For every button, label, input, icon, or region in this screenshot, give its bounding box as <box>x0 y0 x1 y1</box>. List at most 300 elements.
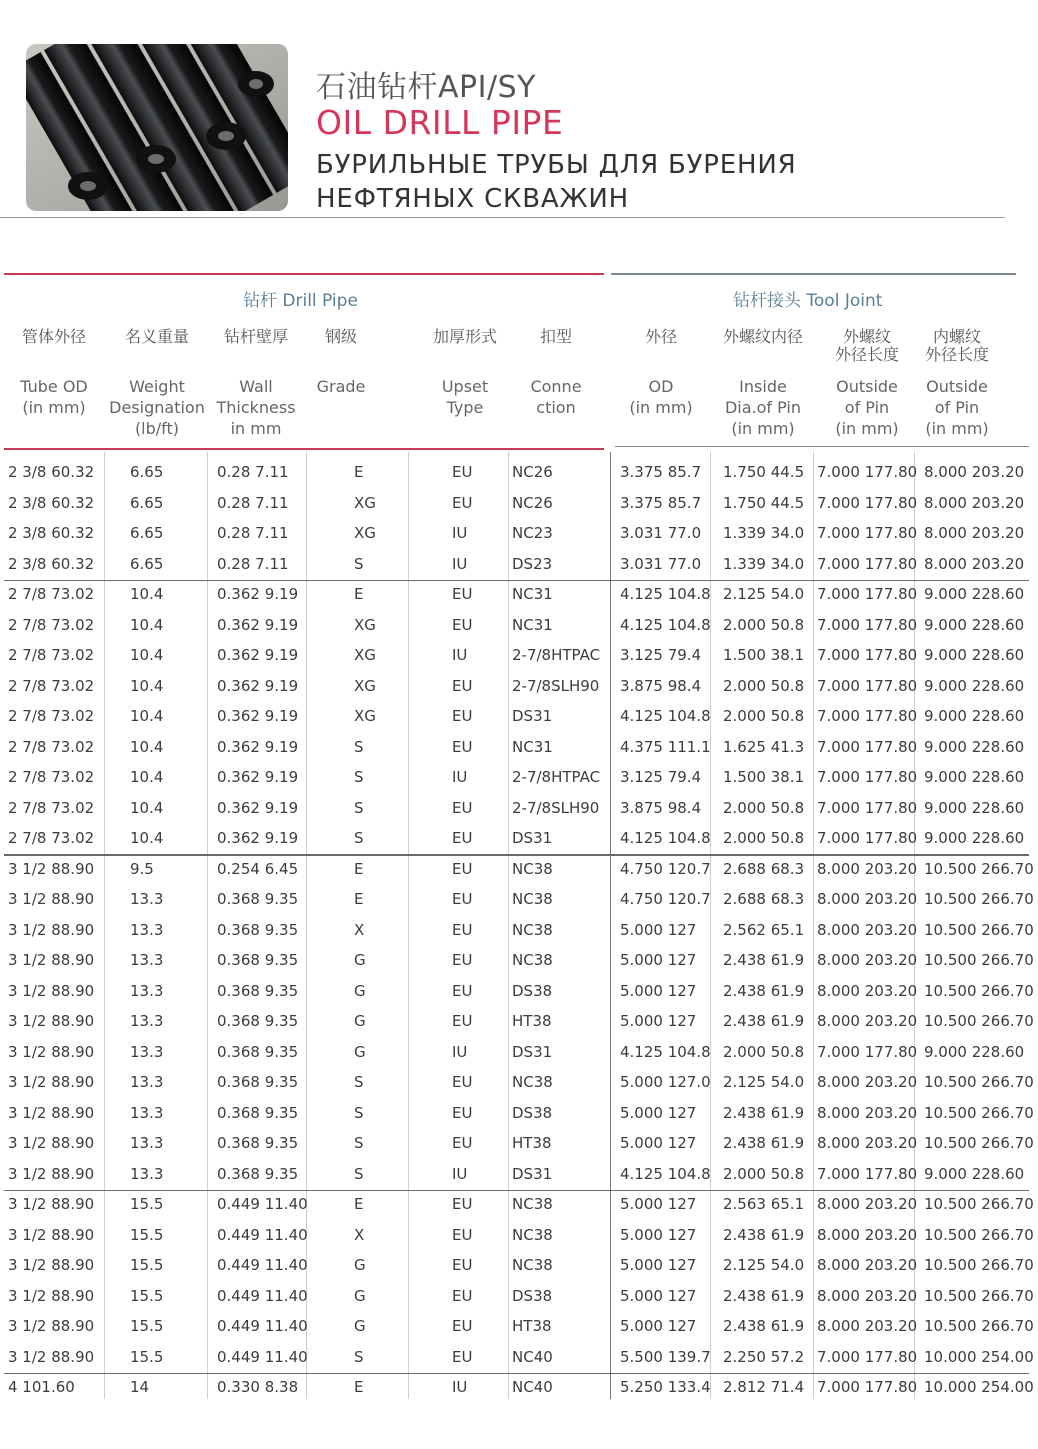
table-cell: 0.449 11.40 <box>217 1256 308 1274</box>
table-cell: 8.000 203.20 <box>817 1012 918 1030</box>
table-cell: E <box>354 890 364 908</box>
table-cell: 2.125 54.0 <box>723 1256 805 1274</box>
table-cell: 7.000 177.80 <box>817 1042 918 1061</box>
column-header-cn-line: 加厚形式 <box>432 327 497 346</box>
table-cell: 15.5 <box>130 1347 164 1366</box>
column-header-en-10 <box>902 376 1012 439</box>
column-header-en-line: of Pin <box>844 398 890 417</box>
table-cell: 3 1/2 88.90 <box>8 1347 95 1366</box>
table-cell: 8.000 203.20 <box>924 493 1025 512</box>
table-cell: 2.000 50.8 <box>723 615 805 634</box>
column-header-cn-line: 管体外径 <box>21 327 86 346</box>
table-cell: 9.000 228.60 <box>924 1042 1025 1061</box>
table-cell: 10.4 <box>130 585 164 603</box>
table-cell: 3 1/2 88.90 <box>8 1042 95 1061</box>
table-cell: 5.000 127.0 <box>620 1073 711 1091</box>
table-cell: 1.339 34.0 <box>723 524 805 542</box>
section-title-tool-joint: 钻杆接头 Tool Joint <box>733 291 883 311</box>
table-cell: XG <box>354 615 376 634</box>
table-cell: S <box>354 1134 364 1152</box>
table-cell: 8.000 203.20 <box>817 1195 918 1213</box>
table-cell: 4.125 104.8 <box>620 615 711 634</box>
table-cell: IU <box>452 1042 468 1061</box>
table-cell: 9.000 228.60 <box>924 1164 1025 1183</box>
table-cell: 2.000 50.8 <box>723 829 805 847</box>
table-row <box>0 824 1038 855</box>
table-cell: 8.000 203.20 <box>817 890 918 908</box>
table-cell: S <box>354 798 364 817</box>
table-cell: 8.000 203.20 <box>817 1256 918 1274</box>
table-cell: 7.000 177.80 <box>817 493 918 512</box>
table-cell: 7.000 177.80 <box>817 768 918 786</box>
column-header-en-line: Tube OD <box>20 377 88 396</box>
table-cell: 0.362 9.19 <box>217 798 299 817</box>
table-cell: EU <box>452 1195 473 1213</box>
column-header-en-line: Thickness <box>216 398 296 417</box>
table-cell: 7.000 177.80 <box>817 554 918 573</box>
table-row <box>0 1007 1038 1038</box>
table-cell: 0.368 9.35 <box>217 890 299 908</box>
drill-pipe-header-rule <box>4 448 604 450</box>
table-cell: EU <box>452 1286 473 1305</box>
table-cell: E <box>354 859 364 878</box>
table-cell: IU <box>452 554 468 573</box>
table-cell: 3 1/2 88.90 <box>8 1317 95 1335</box>
table-cell: 2-7/8SLH90 <box>512 676 600 695</box>
table-cell: 9.5 <box>130 859 154 878</box>
table-cell: 8.000 203.20 <box>817 859 918 878</box>
table-cell: DS38 <box>512 1286 553 1305</box>
column-header-cn-10 <box>902 328 1012 364</box>
column-header-en-line: Outside <box>926 377 988 396</box>
table-cell: NC40 <box>512 1378 553 1396</box>
table-cell: 0.368 9.35 <box>217 981 299 1000</box>
table-cell: 3 1/2 88.90 <box>8 1195 95 1213</box>
table-cell: 2.000 50.8 <box>723 1164 805 1183</box>
table-cell: 2 3/8 60.32 <box>8 524 95 542</box>
column-header-en-line: Outside <box>836 377 898 396</box>
table-cell: 10.500 266.70 <box>924 1225 1034 1244</box>
table-cell: 7.000 177.80 <box>817 1164 918 1183</box>
table-cell: EU <box>452 829 473 847</box>
table-cell: 3.875 98.4 <box>620 798 702 817</box>
table-cell: NC38 <box>512 1256 553 1274</box>
table-cell: DS38 <box>512 981 553 1000</box>
table-row <box>0 702 1038 733</box>
table-cell: HT38 <box>512 1012 552 1030</box>
table-cell: 10.000 254.00 <box>924 1347 1034 1366</box>
table-cell: 3.375 85.7 <box>620 463 702 481</box>
table-cell: 3.031 77.0 <box>620 524 702 542</box>
table-cell: 10.000 254.00 <box>924 1378 1034 1396</box>
table-cell: 8.000 203.20 <box>924 524 1025 542</box>
table-cell: EU <box>452 707 473 725</box>
table-cell: 9.000 228.60 <box>924 829 1025 847</box>
table-cell: 5.000 127 <box>620 981 697 1000</box>
table-cell: 3 1/2 88.90 <box>8 1256 95 1274</box>
column-header-en-line: ction <box>536 398 576 417</box>
column-header-cn-line: 钻杆壁厚 <box>223 327 288 346</box>
table-cell: 5.000 127 <box>620 1225 697 1244</box>
table-cell: 2 3/8 60.32 <box>8 463 95 481</box>
table-cell: 3 1/2 88.90 <box>8 1134 95 1152</box>
table-cell: G <box>354 1042 366 1061</box>
table-row <box>0 641 1038 672</box>
table-cell: S <box>354 1103 364 1122</box>
table-cell: 8.000 203.20 <box>924 463 1025 481</box>
table-cell: 2.000 50.8 <box>723 676 805 695</box>
table-row <box>0 763 1038 794</box>
table-cell: 1.500 38.1 <box>723 768 805 786</box>
column-header-en-line: Dia.of Pin <box>724 398 802 417</box>
table-cell: EU <box>452 951 473 969</box>
table-cell: EU <box>452 585 473 603</box>
table-row <box>0 672 1038 703</box>
table-cell: 0.362 9.19 <box>217 646 299 664</box>
table-cell: XG <box>354 493 376 512</box>
table-cell: 5.000 127 <box>620 1195 697 1213</box>
column-header-en-line: (in mm) <box>629 398 693 417</box>
column-header-en-line: (lb/ft) <box>134 419 180 438</box>
table-cell: 13.3 <box>130 920 164 939</box>
table-cell: 8.000 203.20 <box>817 1286 918 1305</box>
table-cell: 15.5 <box>130 1225 164 1244</box>
table-cell: 4.375 111.1 <box>620 737 711 756</box>
table-cell: NC31 <box>512 737 553 756</box>
drill-pipe-image <box>26 44 288 211</box>
table-cell: 2.562 65.1 <box>723 920 805 939</box>
table-cell: 0.362 9.19 <box>217 585 299 603</box>
column-header-cn-4 <box>286 328 396 346</box>
table-cell: 15.5 <box>130 1195 164 1213</box>
column-header-en-2 <box>102 376 212 439</box>
table-cell: 3 1/2 88.90 <box>8 981 95 1000</box>
table-cell: 9.000 228.60 <box>924 615 1025 634</box>
table-cell: NC38 <box>512 1225 553 1244</box>
table-cell: 6.65 <box>130 524 164 542</box>
table-cell: 5.000 127 <box>620 1286 697 1305</box>
table-cell: 2.438 61.9 <box>723 1317 805 1335</box>
table-cell: 10.4 <box>130 615 164 634</box>
column-header-cn-line: 内螺纹 <box>932 327 981 346</box>
table-cell: 15.5 <box>130 1317 164 1335</box>
table-cell: 5.000 127 <box>620 1317 697 1335</box>
table-cell: S <box>354 829 364 847</box>
table-cell: IU <box>452 524 468 542</box>
table-cell: 13.3 <box>130 951 164 969</box>
column-header-en-1 <box>0 376 109 418</box>
table-cell: 8.000 203.20 <box>817 951 918 969</box>
table-cell: 2.688 68.3 <box>723 859 805 878</box>
table-cell: 2.438 61.9 <box>723 951 805 969</box>
table-cell: E <box>354 1378 364 1396</box>
header-divider <box>0 217 1005 218</box>
table-cell: 7.000 177.80 <box>817 646 918 664</box>
table-cell: 2.438 61.9 <box>723 1012 805 1030</box>
table-cell: 0.362 9.19 <box>217 615 299 634</box>
table-cell: 7.000 177.80 <box>817 585 918 603</box>
table-cell: XG <box>354 646 376 664</box>
table-cell: NC40 <box>512 1347 553 1366</box>
table-cell: EU <box>452 798 473 817</box>
table-cell: 2 7/8 73.02 <box>8 768 95 786</box>
table-cell: 3.875 98.4 <box>620 676 702 695</box>
table-cell: 1.500 38.1 <box>723 646 805 664</box>
table-cell: 7.000 177.80 <box>817 798 918 817</box>
table-cell: X <box>354 1225 365 1244</box>
table-cell: 1.750 44.5 <box>723 493 805 512</box>
table-row <box>0 1190 1038 1221</box>
table-row <box>0 946 1038 977</box>
table-cell: IU <box>452 646 468 664</box>
table-cell: 2 7/8 73.02 <box>8 798 95 817</box>
column-header-en-line: OD <box>648 377 674 396</box>
table-row <box>0 1129 1038 1160</box>
table-cell: 2.438 61.9 <box>723 981 805 1000</box>
column-header-en-8 <box>708 376 818 439</box>
table-cell: S <box>354 768 364 786</box>
table-cell: 10.500 266.70 <box>924 1195 1034 1213</box>
table-cell: EU <box>452 859 473 878</box>
table-cell: 13.3 <box>130 1042 164 1061</box>
table-cell: G <box>354 951 366 969</box>
title-russian <box>316 148 796 216</box>
table-cell: 2 7/8 73.02 <box>8 585 95 603</box>
table-cell: 10.500 266.70 <box>924 951 1034 969</box>
table-cell: 7.000 177.80 <box>817 676 918 695</box>
table-cell: 10.500 266.70 <box>924 920 1034 939</box>
table-cell: 13.3 <box>130 1073 164 1091</box>
table-cell: 0.368 9.35 <box>217 920 299 939</box>
drill-pipe-top-rule <box>4 273 604 275</box>
table-cell: 4.750 120.7 <box>620 859 711 878</box>
table-cell: 4.125 104.8 <box>620 585 711 603</box>
table-cell: EU <box>452 737 473 756</box>
table-cell: 10.500 266.70 <box>924 1103 1034 1122</box>
table-cell: NC38 <box>512 1073 553 1091</box>
table-cell: 2 7/8 73.02 <box>8 737 95 756</box>
table-cell: EU <box>452 676 473 695</box>
table-cell: 10.500 266.70 <box>924 1012 1034 1030</box>
title-english: OIL DRILL PIPE <box>316 103 564 142</box>
table-cell: 10.4 <box>130 737 164 756</box>
table-cell: EU <box>452 1347 473 1366</box>
table-cell: 15.5 <box>130 1256 164 1274</box>
table-cell: 0.362 9.19 <box>217 768 299 786</box>
table-cell: 3 1/2 88.90 <box>8 859 95 878</box>
table-cell: 3 1/2 88.90 <box>8 1286 95 1305</box>
table-cell: 2 7/8 73.02 <box>8 676 95 695</box>
table-cell: E <box>354 585 364 603</box>
table-cell: 0.362 9.19 <box>217 737 299 756</box>
table-cell: EU <box>452 890 473 908</box>
table-cell: 9.000 228.60 <box>924 676 1025 695</box>
title-chinese: 石油钻杆API/SY <box>316 70 536 105</box>
table-cell: 8.000 203.20 <box>817 1134 918 1152</box>
table-cell: 10.500 266.70 <box>924 981 1034 1000</box>
table-cell: 10.4 <box>130 829 164 847</box>
table-cell: 0.449 11.40 <box>217 1347 308 1366</box>
table-cell: 2 7/8 73.02 <box>8 707 95 725</box>
tool-joint-top-rule <box>611 273 1016 275</box>
column-header-en-line: (in mm) <box>22 398 86 417</box>
table-cell: HT38 <box>512 1317 552 1335</box>
table-cell: 13.3 <box>130 981 164 1000</box>
table-cell: XG <box>354 524 376 542</box>
table-cell: IU <box>452 768 468 786</box>
column-header-en-line: Designation <box>109 398 205 417</box>
column-header-en-7 <box>606 376 716 418</box>
table-cell: EU <box>452 1256 473 1274</box>
drill-pipe-photo <box>26 44 288 211</box>
table-row <box>0 1221 1038 1252</box>
table-cell: XG <box>354 676 376 695</box>
table-cell: 1.625 41.3 <box>723 737 805 756</box>
table-cell: 0.368 9.35 <box>217 1134 299 1152</box>
table-row <box>0 1068 1038 1099</box>
table-cell: 10.500 266.70 <box>924 1317 1034 1335</box>
table-row <box>0 550 1038 581</box>
table-cell: 0.28 7.11 <box>217 524 289 542</box>
table-cell: 2.438 61.9 <box>723 1103 805 1122</box>
table-row <box>0 611 1038 642</box>
table-cell: 6.65 <box>130 554 164 573</box>
column-header-cn-line: 钢级 <box>324 327 357 346</box>
column-header-en-4 <box>286 376 396 397</box>
table-cell: S <box>354 1347 364 1366</box>
table-cell: 3 1/2 88.90 <box>8 1164 95 1183</box>
table-cell: 5.000 127 <box>620 920 697 939</box>
column-header-en-line: of Pin <box>934 398 980 417</box>
table-cell: 1.750 44.5 <box>723 463 805 481</box>
table-cell: G <box>354 1317 366 1335</box>
table-cell: G <box>354 1286 366 1305</box>
table-cell: EU <box>452 493 473 512</box>
table-cell: 4.125 104.8 <box>620 1164 711 1183</box>
table-cell: 7.000 177.80 <box>817 707 918 725</box>
table-cell: 10.500 266.70 <box>924 1134 1034 1152</box>
table-cell: 0.449 11.40 <box>217 1225 308 1244</box>
table-cell: 8.000 203.20 <box>924 554 1025 573</box>
section-title-drill-pipe: 钻杆 Drill Pipe <box>243 291 358 311</box>
table-cell: EU <box>452 981 473 1000</box>
table-cell: 0.362 9.19 <box>217 707 299 725</box>
column-header-en-line: (in mm) <box>731 419 795 438</box>
table-cell: 9.000 228.60 <box>924 707 1025 725</box>
table-cell: IU <box>452 1164 468 1183</box>
table-cell: 10.4 <box>130 646 164 664</box>
table-cell: 2 3/8 60.32 <box>8 554 95 573</box>
table-cell: DS31 <box>512 829 553 847</box>
table-cell: S <box>354 1073 364 1091</box>
table-cell: 4.125 104.8 <box>620 829 711 847</box>
table-cell: G <box>354 981 366 1000</box>
table-cell: 6.65 <box>130 463 164 481</box>
table-cell: 3 1/2 88.90 <box>8 920 95 939</box>
column-header-cn-2 <box>102 328 212 346</box>
column-header-en-line: Type <box>446 398 484 417</box>
table-cell: 15.5 <box>130 1286 164 1305</box>
table-cell: 7.000 177.80 <box>817 463 918 481</box>
table-cell: 3 1/2 88.90 <box>8 1225 95 1244</box>
table-cell: NC38 <box>512 890 553 908</box>
column-header-en-line: in mm <box>230 419 282 438</box>
table-cell: NC31 <box>512 585 553 603</box>
table-cell: 0.449 11.40 <box>217 1286 308 1305</box>
table-cell: 3.125 79.4 <box>620 768 702 786</box>
table-cell: 0.368 9.35 <box>217 1042 299 1061</box>
table-cell: 2.000 50.8 <box>723 1042 805 1061</box>
table-cell: G <box>354 1256 366 1274</box>
table-cell: 9.000 228.60 <box>924 737 1025 756</box>
table-cell: 2.438 61.9 <box>723 1225 805 1244</box>
column-header-en-line: Grade <box>316 377 366 396</box>
table-cell: 10.4 <box>130 798 164 817</box>
table-row <box>0 1373 1038 1404</box>
table-cell: 2-7/8HTPAC <box>512 646 601 664</box>
table-cell: 5.000 127 <box>620 1012 697 1030</box>
table-cell: 2 3/8 60.32 <box>8 493 95 512</box>
table-cell: 5.000 127 <box>620 1103 697 1122</box>
table-cell: DS38 <box>512 1103 553 1122</box>
table-cell: 0.28 7.11 <box>217 493 289 512</box>
table-row <box>0 733 1038 764</box>
table-cell: 8.000 203.20 <box>817 1103 918 1122</box>
table-cell: NC23 <box>512 524 553 542</box>
table-cell: NC38 <box>512 951 553 969</box>
table-cell: 8.000 203.20 <box>817 1225 918 1244</box>
table-cell: 7.000 177.80 <box>817 1378 918 1396</box>
table-cell: 2-7/8HTPAC <box>512 768 601 786</box>
table-cell: EU <box>452 1103 473 1122</box>
table-cell: 2.688 68.3 <box>723 890 805 908</box>
column-header-cn-line: 外螺纹内径 <box>722 327 803 346</box>
table-cell: 2.563 65.1 <box>723 1195 805 1213</box>
table-cell: 0.330 8.38 <box>217 1378 299 1396</box>
column-header-cn-line: 外径长度 <box>834 345 899 364</box>
table-cell: 2.000 50.8 <box>723 707 805 725</box>
table-row <box>0 1312 1038 1343</box>
table-row <box>0 1251 1038 1282</box>
table-cell: 5.000 127 <box>620 1256 697 1274</box>
table-cell: 0.449 11.40 <box>217 1317 308 1335</box>
column-header-en-line: Inside <box>739 377 787 396</box>
column-header-cn-line: 名义重量 <box>124 327 189 346</box>
table-cell: E <box>354 1195 364 1213</box>
table-cell: 5.000 127 <box>620 1134 697 1152</box>
table-row <box>0 1038 1038 1069</box>
table-cell: NC26 <box>512 463 553 481</box>
table-cell: 3.375 85.7 <box>620 493 702 512</box>
title-russian-line2: НЕФТЯНЫХ СКВАЖИН <box>316 184 629 214</box>
table-cell: 0.368 9.35 <box>217 1012 299 1030</box>
table-cell: 9.000 228.60 <box>924 585 1025 603</box>
column-header-cn-line: 外径 <box>644 327 677 346</box>
table-cell: 7.000 177.80 <box>817 737 918 756</box>
table-cell: NC38 <box>512 1195 553 1213</box>
table-cell: NC38 <box>512 920 553 939</box>
table-cell: S <box>354 1164 364 1183</box>
table-cell: 5.000 127 <box>620 951 697 969</box>
table-cell: 0.28 7.11 <box>217 554 289 573</box>
column-header-en-line: (in mm) <box>925 419 989 438</box>
table-cell: 2.125 54.0 <box>723 1073 805 1091</box>
column-header-en-line: Weight <box>129 377 185 396</box>
table-cell: 5.250 133.4 <box>620 1378 711 1396</box>
tool-joint-header-rule <box>615 446 1029 447</box>
column-header-cn-8 <box>708 328 818 346</box>
table-cell: G <box>354 1012 366 1030</box>
